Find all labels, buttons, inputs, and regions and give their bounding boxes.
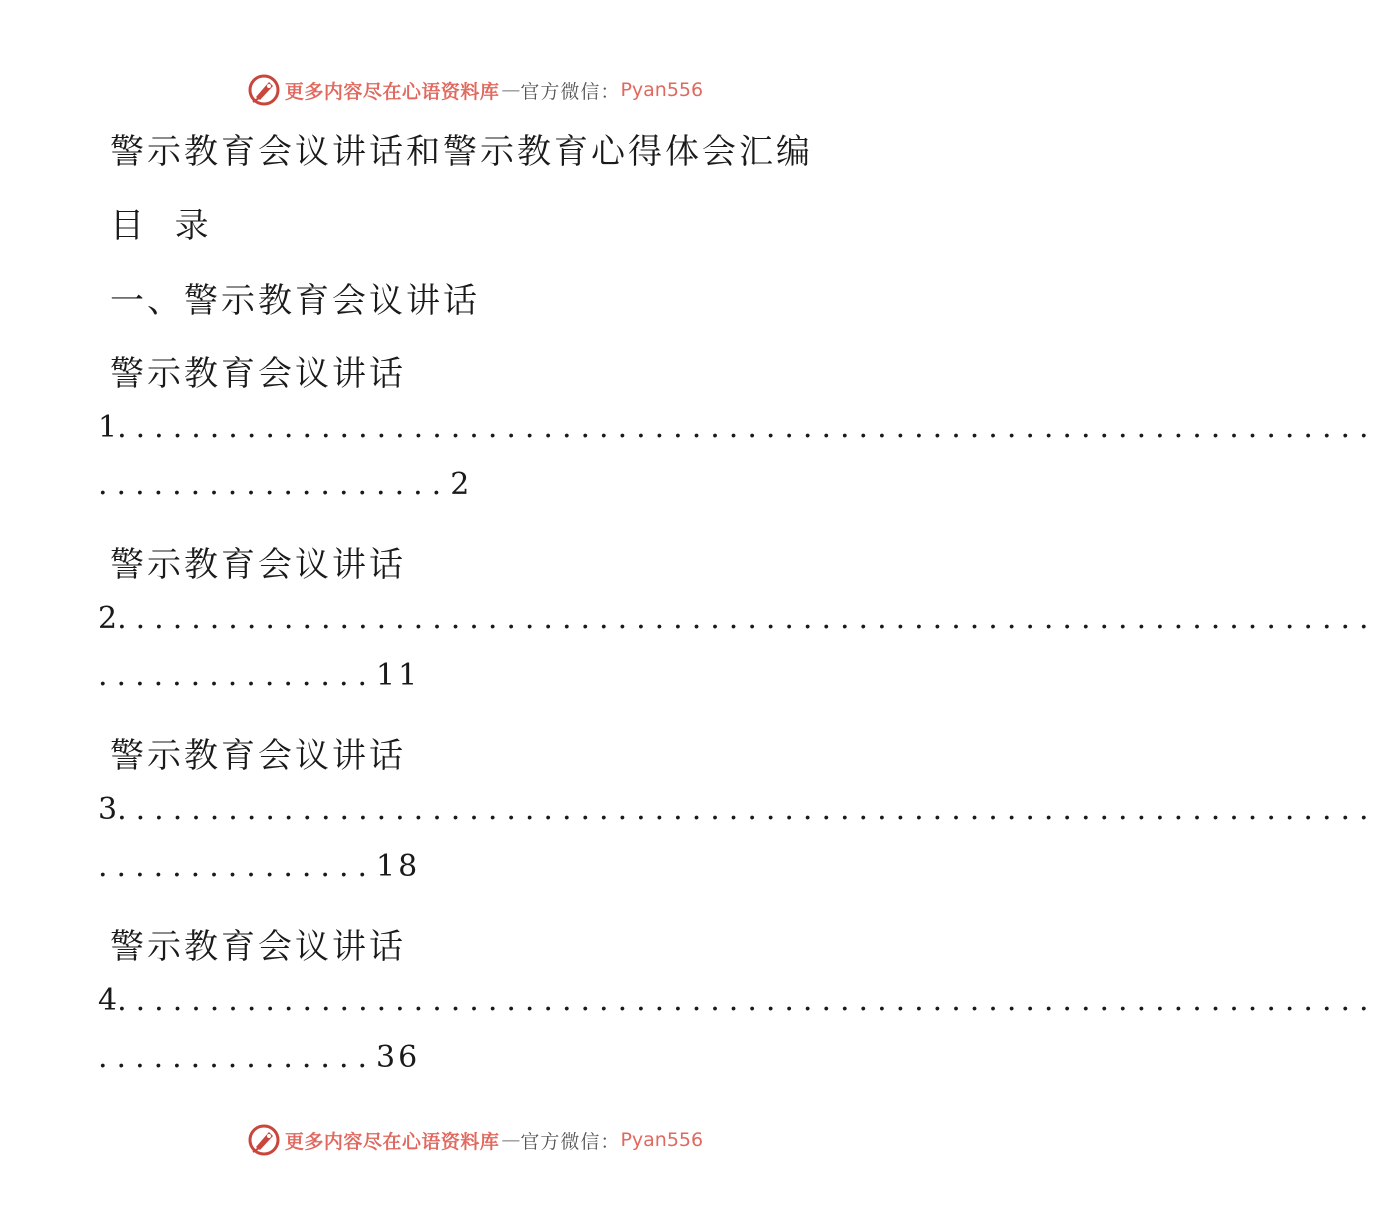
toc-entry-title: 警示教育会议讲话: [110, 545, 406, 585]
header-watermark-banner: [0, 70, 950, 110]
toc-entry-leader: [98, 983, 1378, 1018]
toc-entry-page[interactable]: 2: [450, 467, 473, 502]
footer-watermark-banner: [0, 1120, 950, 1160]
toc-entry-page[interactable]: 36: [376, 1040, 421, 1075]
dot-leader: ...................: [98, 467, 451, 502]
toc-heading: 目 录: [110, 206, 212, 246]
dot-leader: ....................................................................: [117, 792, 1378, 827]
toc-entry-leader: [98, 601, 1378, 636]
section-heading: 一、警示教育会议讲话: [110, 281, 480, 321]
toc-entry-page[interactable]: 11: [376, 658, 421, 693]
toc-entry-number: 3: [98, 792, 118, 827]
toc-entry-number: 1: [98, 410, 118, 445]
pen-nib-logo-icon: [247, 1123, 281, 1157]
toc-entry-title: 警示教育会议讲话: [110, 354, 406, 394]
dot-leader: ...............: [98, 658, 377, 693]
toc-entry-number: 4: [98, 983, 118, 1018]
banner-official-wechat-label: 官方微信：: [520, 1130, 621, 1153]
toc-entry-page-line: [98, 658, 420, 693]
dot-leader: ....................................................................: [117, 410, 1378, 445]
dot-leader: ...............: [98, 1040, 377, 1075]
banner-dash: —: [501, 79, 519, 101]
toc-entry-leader: [98, 792, 1378, 827]
toc-entry-title: 警示教育会议讲话: [110, 736, 406, 776]
toc-entry-page-line: [98, 1040, 420, 1075]
toc-entry-title: 警示教育会议讲话: [110, 927, 406, 967]
toc-entry-page-line: [98, 467, 472, 502]
dot-leader: ....................................................................: [117, 601, 1378, 636]
dot-leader: ...............: [98, 849, 377, 884]
banner-dash: —: [501, 1129, 519, 1151]
pen-nib-logo-icon: [247, 73, 281, 107]
banner-official-wechat-label: 官方微信：: [520, 80, 621, 103]
toc-entry-leader: [98, 410, 1378, 445]
toc-entry-page[interactable]: 18: [376, 849, 421, 884]
banner-wechat-id: Pyan556: [620, 79, 704, 101]
toc-entry-number: 2: [98, 601, 118, 636]
banner-wechat-id: Pyan556: [620, 1129, 704, 1151]
dot-leader: ....................................................................: [117, 983, 1378, 1018]
banner-main-text: 更多内容尽在心语资料库: [284, 80, 500, 103]
banner-main-text: 更多内容尽在心语资料库: [284, 1130, 500, 1153]
toc-entry-page-line: [98, 849, 420, 884]
document-title: 警示教育会议讲话和警示教育心得体会汇编: [110, 132, 813, 172]
